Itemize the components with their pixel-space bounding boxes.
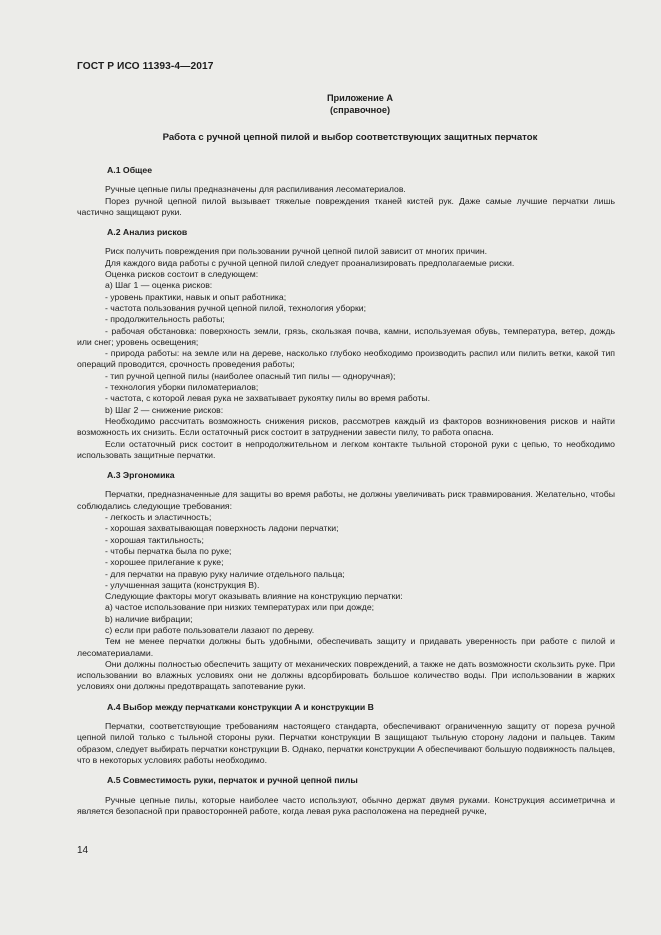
paragraph: Перчатки, предназначенные для защиты во время работы, не должны увеличивать риск травмирования. Желательно, чтобы соблюдались следующие требования: [77, 489, 615, 511]
list-item: - рабочая обстановка: поверхность земли, грязь, скользкая почва, камни, используемая обувь, температура, ветер, дождь или снег; уровень освещения; [77, 325, 615, 347]
paragraph: Риск получить повреждения при пользовании ручной цепной пилой зависит от многих причин. [105, 246, 488, 257]
paragraph: Порез ручной цепной пилой вызывает тяжелые повреждения тканей кистей рук. Даже самые лучшие перчатки лишь частично защищают руки. [77, 195, 615, 217]
list-item: b) наличие вибрации; [105, 613, 193, 624]
document-body [77, 165, 615, 817]
paragraph: Перчатки, соответствующие требованиям настоящего стандарта, обеспечивают ограниченную защиту от пореза ручной цепной пилой только с тыльной стороны руки. Перчатки конструкции В защищают тыльную сторону ладони и пальцев. Таким образом, следует выбирать перчатки конструкции В. Однако, перчатки конструкции А обеспечивают большую подвижность пальцев, что в некоторых условиях работы необходимо. [77, 721, 615, 765]
list-item: b) Шаг 2 — снижение рисков: [105, 404, 224, 415]
list-item: - хорошая захватывающая поверхность ладони перчатки; [105, 523, 339, 534]
section-heading: А.3 Эргономика [107, 470, 175, 481]
document-title: Работа с ручной цепной пилой и выбор соответствующих защитных перчаток [162, 132, 538, 143]
list-item: - улучшенная защита (конструкция В). [105, 579, 260, 590]
annex-heading [280, 92, 440, 116]
paragraph: Они должны полностью обеспечить защиту от механических повреждений, а также не дать возможности скользить руке. При использовании во влажных условиях они не должны вдсорбировать большое количество воды. При использовании в жарких условиях они должны предотвращать запотевание руки. [77, 658, 615, 692]
paragraph: Если остаточный риск состоит в непродолжительном и легком контакте тыльной стороной руки с цепью, то необходимо использовать защитные перчатки. [77, 438, 615, 460]
list-item: - продолжительность работы; [105, 314, 225, 325]
list-item: - частота, с которой левая рука не захватывает рукоятку пилы во время работы. [105, 393, 431, 404]
annex-subtitle: (справочное) [329, 105, 390, 115]
paragraph: Ручные цепные пилы, которые наиболее часто используют, обычно держат двумя руками. Конструкция ассиметрична и является безопасной при правосторонней работе, когда левая рука расположена на передней ручке, [77, 794, 615, 816]
list-item: - легкость и эластичность; [105, 512, 212, 523]
list-item: - уровень практики, навык и опыт работника; [105, 291, 287, 302]
list-item: - для перчатки на правую руку наличие отдельного пальца; [105, 568, 345, 579]
annex-title: Приложение А [326, 93, 394, 103]
list-item: - технология уборки пиломатериалов; [105, 382, 259, 393]
list-item: - чтобы перчатка была по руке; [105, 545, 232, 556]
paragraph: Для каждого вида работы с ручной цепной пилой следует проанализировать предполагаемые риски. [105, 257, 515, 268]
section-heading: А.4 Выбор между перчатками конструкции А и конструкции В [107, 701, 374, 712]
section-heading: А.5 Совместимость руки, перчаток и ручной цепной пилы [107, 775, 358, 786]
section-heading: А.1 Общее [107, 165, 153, 175]
paragraph: Оценка рисков состоит в следующем: [105, 269, 259, 280]
list-item: - хорошее прилегание к руке; [105, 557, 224, 568]
list-item: а) Шаг 1 — оценка рисков: [105, 280, 213, 291]
list-item: - тип ручной цепной пилы (наиболее опасный тип пилы — одноручная); [105, 370, 396, 381]
list-item: - природа работы: на земле или на дереве, насколько глубоко необходимо производить распил или пилить ветки, какой тип операций проводится, срочность проведения работы; [77, 348, 615, 370]
paragraph: Следующие факторы могут оказывать влияние на конструкцию перчатки: [105, 591, 403, 602]
section-heading: А.2 Анализ рисков [107, 227, 188, 238]
list-item: c) если при работе пользователи лазают по дереву. [105, 624, 315, 635]
list-item: - частота пользования ручной цепной пилой, технология уборки; [105, 302, 367, 313]
list-item: а) частое использование при низких температурах или при дожде; [105, 602, 375, 613]
standard-header: ГОСТ Р ИСО 11393-4—2017 [77, 61, 214, 72]
paragraph: Необходимо рассчитать возможность снижения рисков, рассмотрев каждый из факторов возникновения рисков и найти возможность их снизить. Если остаточный риск состоит в затруднении завести пилу, то работа опасна. [77, 415, 615, 438]
page-number: 14 [77, 845, 89, 856]
paragraph: Ручные цепные пилы предназначены для распиливания лесоматериалов. [105, 184, 406, 195]
paragraph: Тем не менее перчатки должны быть удобными, обеспечивать защиту и придавать уверенность при работе с пилой и лесоматериалами. [77, 636, 615, 658]
list-item: - хорошая тактильность; [105, 534, 204, 545]
